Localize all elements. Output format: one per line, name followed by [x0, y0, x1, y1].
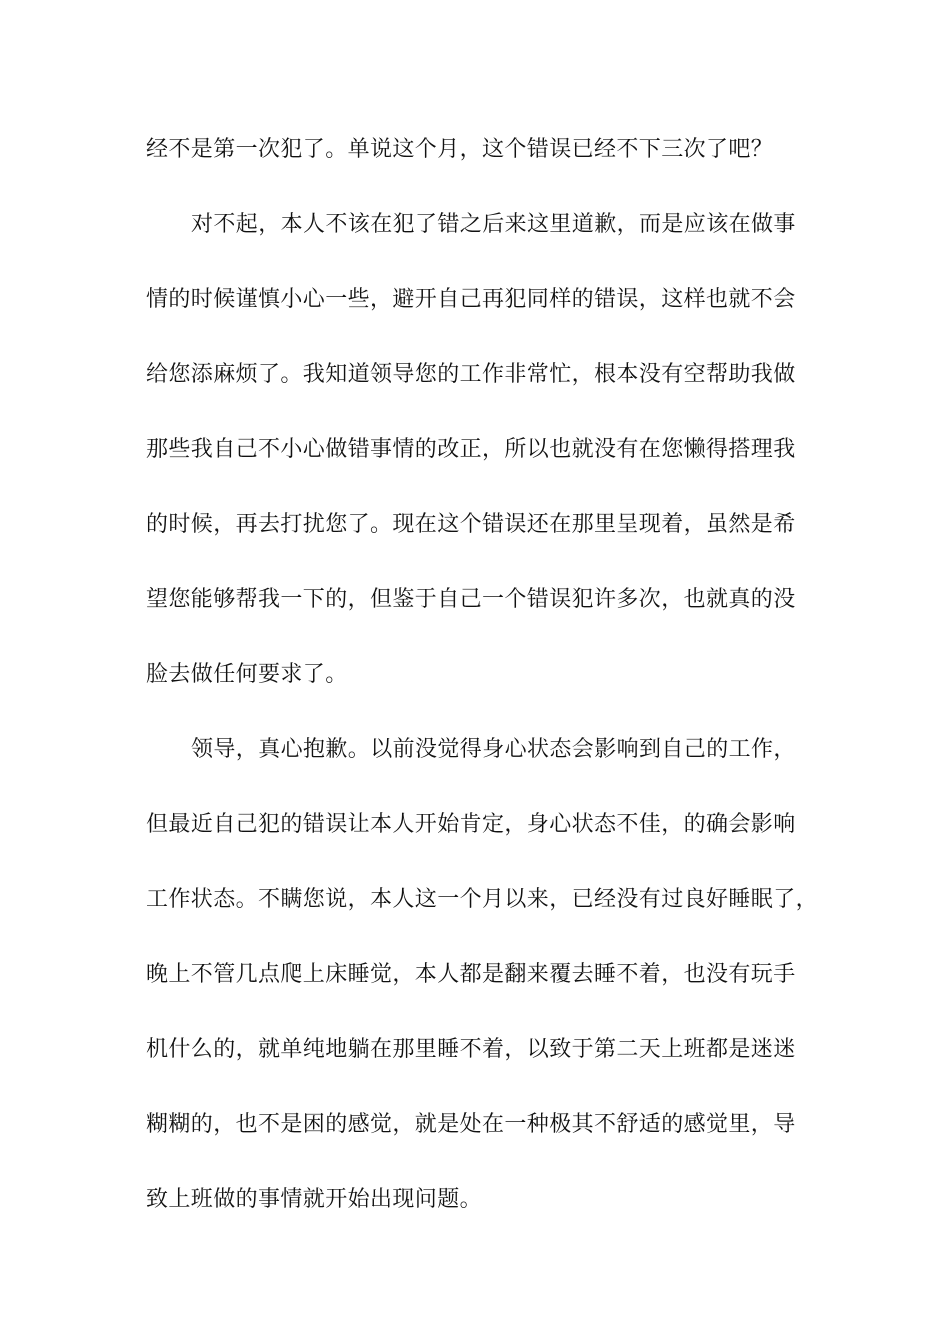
text-line: 工作状态。不瞒您说，本人这一个月以来，已经没有过良好睡眠了， [146, 887, 819, 912]
text-line: 致上班做的事情就开始出现问题。 [146, 1187, 483, 1212]
text-line: 的时候，再去打扰您了。现在这个错误还在那里呈现着，虽然是希 [146, 512, 796, 537]
paragraph-start-line: 对不起，本人不该在犯了错之后来这里道歉，而是应该在做事 [191, 212, 796, 237]
text-line: 晚上不管几点爬上床睡觉，本人都是翻来覆去睡不着，也没有玩手 [146, 962, 796, 987]
text-line: 脸去做任何要求了。 [146, 662, 348, 687]
text-line: 那些我自己不小心做错事情的改正，所以也就没有在您懒得搭理我 [146, 437, 796, 462]
text-line: 情的时候谨慎小心一些，避开自己再犯同样的错误，这样也就不会 [146, 287, 796, 312]
text-line: 但最近自己犯的错误让本人开始肯定，身心状态不佳，的确会影响 [146, 812, 796, 837]
text-line: 给您添麻烦了。我知道领导您的工作非常忙，根本没有空帮助我做 [146, 362, 796, 387]
text-line: 糊糊的，也不是困的感觉，就是处在一种极其不舒适的感觉里，导 [146, 1112, 796, 1137]
paragraph-start-line: 领导，真心抱歉。以前没觉得身心状态会影响到自己的工作， [191, 737, 796, 762]
text-line: 经不是第一次犯了。单说这个月，这个错误已经不下三次了吧？ [146, 137, 774, 162]
text-line: 望您能够帮我一下的，但鉴于自己一个错误犯许多次，也就真的没 [146, 587, 796, 612]
text-line: 机什么的，就单纯地躺在那里睡不着，以致于第二天上班都是迷迷 [146, 1037, 796, 1062]
